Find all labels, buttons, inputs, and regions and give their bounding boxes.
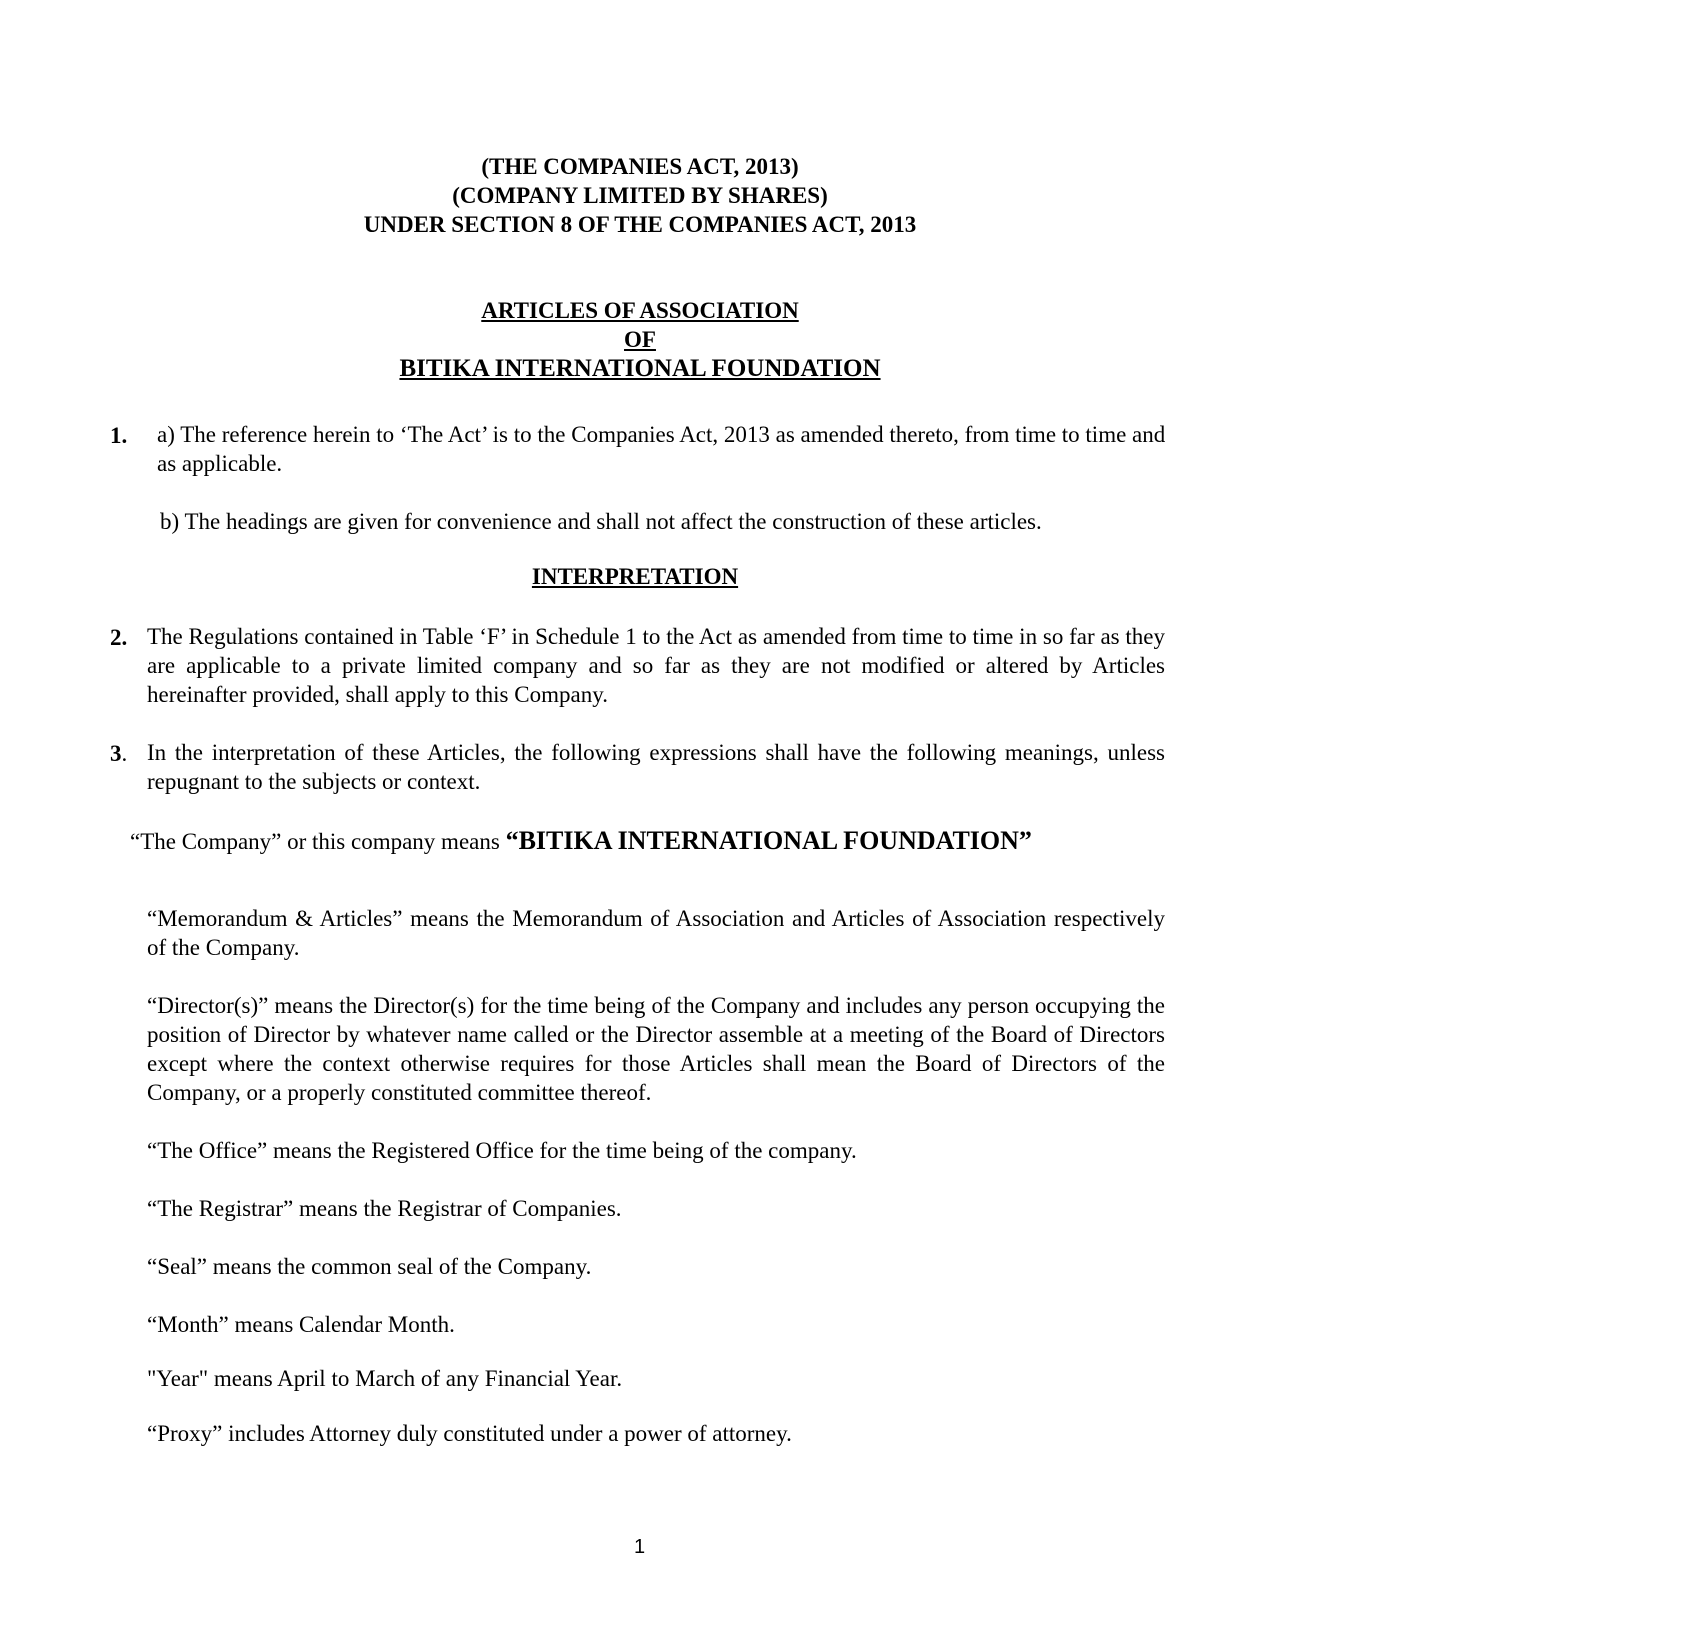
page-number: 1 [634, 1536, 646, 1558]
article-2-text: The Regulations contained in Table ‘F’ in Schedule 1 to the Act as amended from time to time in so far as they are applicable to a private limited company and so far as they are not modified or altered by Articles hereinafter provided, shall apply to this Company. [147, 624, 1165, 707]
definition-year: "Year" means April to March of any Financial Year. [147, 1366, 623, 1391]
header-line-company-type: (COMPANY LIMITED BY SHARES) [452, 183, 828, 208]
definition-office: “The Office” means the Registered Office for the time being of the company. [147, 1138, 857, 1163]
interpretation-heading: INTERPRETATION [531, 564, 739, 589]
article-1-b: b) The headings are given for convenience and shall not affect the construction of these articles. [160, 509, 1042, 534]
definition-month: “Month” means Calendar Month. [147, 1312, 455, 1337]
title-of: OF [624, 327, 656, 352]
definition-directors: “Director(s)” means the Director(s) for the time being of the Company and includes any person occupying the position of Director by whatever name called or the Director assemble at a meeting of the Board of Directors except where the context otherwise requires for those Articles shall mean the Board of Directors of the Company, or a properly constituted committee thereof. [147, 993, 1165, 1105]
title-articles: ARTICLES OF ASSOCIATION [481, 298, 799, 323]
article-3-number: 3. [110, 741, 128, 766]
definition-proxy: “Proxy” includes Attorney duly constituted under a power of attorney. [147, 1421, 792, 1446]
article-3-text: In the interpretation of these Articles, the following expressions shall have the following meanings, unless repugnant to the subjects or context. [147, 740, 1165, 794]
header-line-section: UNDER SECTION 8 OF THE COMPANIES ACT, 2013 [363, 212, 917, 237]
company-definition-name: “BITIKA INTERNATIONAL FOUNDATION” [505, 826, 1032, 855]
definition-memorandum: “Memorandum & Articles” means the Memorandum of Association and Articles of Association respectively of the Company. [147, 906, 1165, 960]
header-block [0, 152, 1280, 239]
article-1-a: a) The reference herein to ‘The Act’ is to the Companies Act, 2013 as amended thereto, from time to time and as applicable. [157, 422, 1166, 476]
definition-seal: “Seal” means the common seal of the Company. [147, 1254, 592, 1279]
company-definition [130, 826, 1180, 856]
title-block [0, 296, 1280, 383]
article-1-number: 1. [110, 423, 128, 448]
company-definition-prefix: “The Company” or this company means [130, 829, 506, 854]
header-line-act: (THE COMPANIES ACT, 2013) [481, 154, 799, 179]
article-2-number: 2. [110, 625, 128, 650]
definition-registrar: “The Registrar” means the Registrar of Companies. [147, 1196, 622, 1221]
title-company-name: BITIKA INTERNATIONAL FOUNDATION [399, 355, 881, 382]
